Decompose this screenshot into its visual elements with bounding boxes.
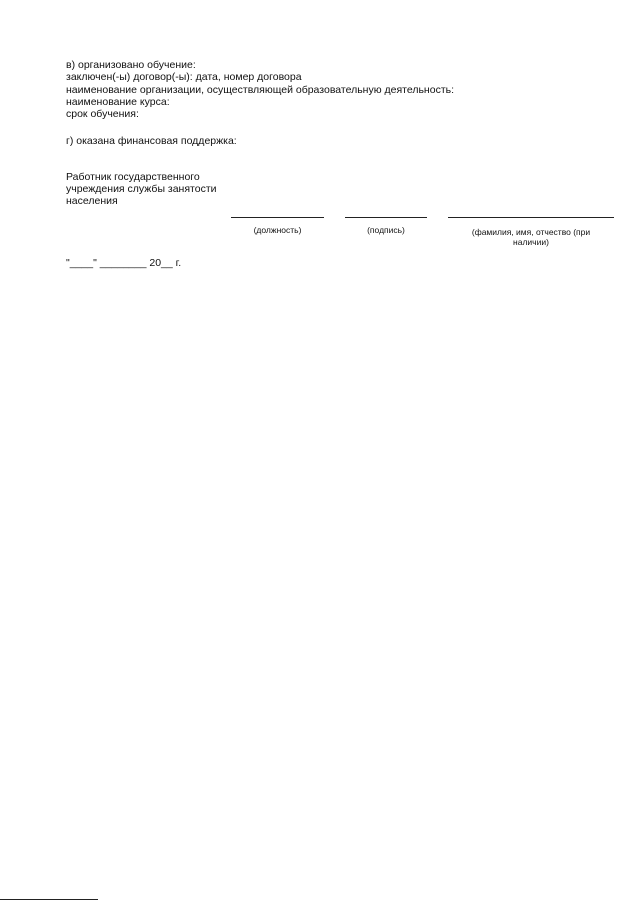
name-signature-line: [448, 217, 614, 218]
footnote-separator: [0, 899, 98, 900]
duration-line: срок обучения:: [66, 108, 139, 120]
organization-line: наименование организации, осуществляющей образовательную деятельность:: [66, 84, 455, 96]
signature-caption: (подпись): [367, 225, 405, 235]
contract-line: заключен(-ы) договор(-ы): дата, номер договора: [66, 71, 302, 83]
worker-label-line: Работник государственного: [66, 171, 200, 183]
name-caption-line: наличии): [513, 237, 549, 247]
training-heading: в) организовано обучение:: [66, 59, 196, 71]
date-line: "____" ________ 20__ г.: [66, 257, 182, 269]
position-signature-line: [231, 217, 324, 218]
position-caption: (должность): [253, 225, 302, 235]
financial-support-heading: г) оказана финансовая поддержка:: [66, 135, 237, 147]
course-line: наименование курса:: [66, 96, 170, 108]
worker-label: [66, 171, 217, 207]
worker-label-line: населения: [66, 195, 118, 207]
worker-label-line: учреждения службы занятости: [66, 183, 217, 195]
name-caption: [448, 227, 614, 247]
name-caption-line: (фамилия, имя, отчество (при: [471, 227, 591, 237]
signature-line: [345, 217, 427, 218]
